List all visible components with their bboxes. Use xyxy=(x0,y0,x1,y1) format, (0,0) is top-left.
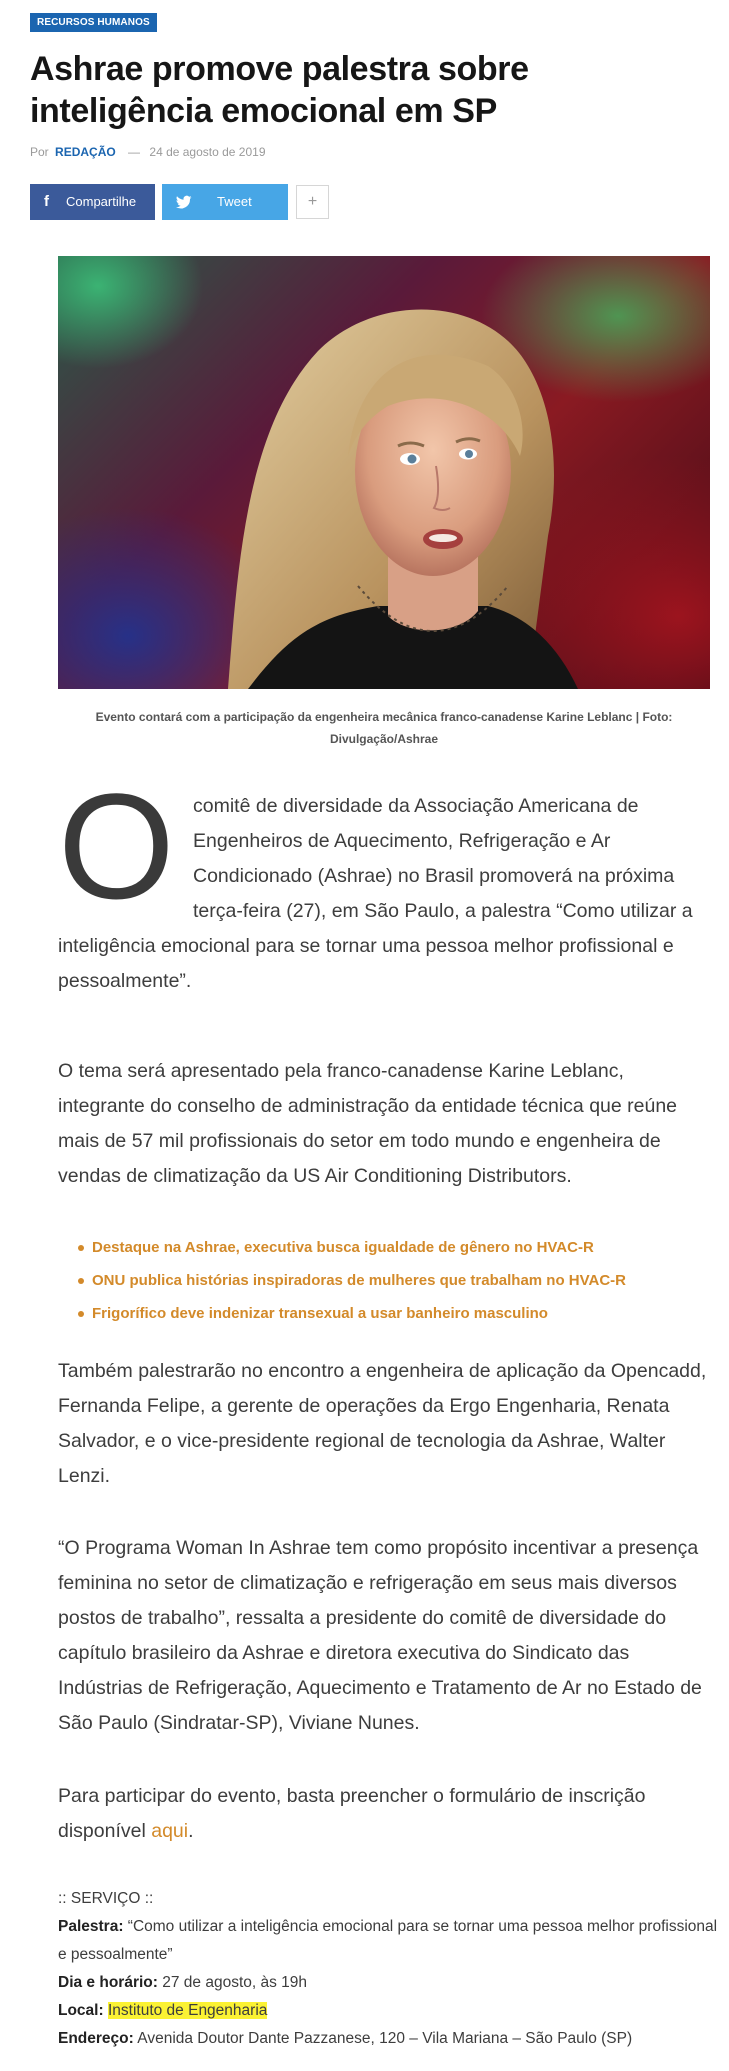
author-link[interactable]: REDAÇÃO xyxy=(55,145,116,159)
paragraph-1-indented xyxy=(193,789,713,929)
image-caption: Evento contará com a participação da engenheira mecânica franco-canadense Karine Leblanc | Foto: Divulgação/Ashrae xyxy=(95,710,673,746)
paragraph-1-line: comitê de diversidade da Associação Americana de xyxy=(193,795,639,817)
dropcap: O xyxy=(58,762,175,930)
service-place xyxy=(58,1997,718,2025)
service-place-value: Instituto de Engenharia xyxy=(107,2002,268,2019)
service-when-key: Dia e horário: xyxy=(58,1974,158,1991)
publish-date: 24 de agosto de 2019 xyxy=(149,145,266,159)
paragraph-5 xyxy=(58,1779,714,1849)
service-talk xyxy=(58,1913,718,1969)
paragraph-4: “O Programa Woman In Ashrae tem como propósito incentivar a presença feminina no setor de climatização e refrigeração em seus mais diversos postos de trabalho”, ressalta a presidente do comitê de diversidade do capítulo brasileiro da Ashrae e diretora executiva do Sindicato das Indústrias de Refrigeração, Aquecimento e Tratamento de Ar no Estado de São Paulo (Sindratar-SP), Viviane Nunes. xyxy=(58,1537,702,1734)
related-articles-list xyxy=(92,1231,626,1330)
related-article-link[interactable]: ONU publica histórias inspiradoras de mulheres que trabalham no HVAC-R xyxy=(92,1264,626,1297)
service-when-value: 27 de agosto, às 19h xyxy=(162,1974,308,1991)
related-article-link[interactable]: Destaque na Ashrae, executiva busca igualdade de gênero no HVAC-R xyxy=(92,1231,626,1264)
paragraph-1-line: terça-feira (27), em São Paulo, a palestra “Como utilizar a xyxy=(193,900,693,922)
paragraph-5-text: Para participar do evento, basta preencher o formulário de inscrição disponível xyxy=(58,1785,646,1842)
more-share-button[interactable]: + xyxy=(296,185,329,219)
facebook-share-button[interactable] xyxy=(30,184,155,220)
service-address-key: Endereço: xyxy=(58,2030,134,2047)
service-header: :: SERVIÇO :: xyxy=(58,1890,154,1907)
paragraph-5-end: . xyxy=(188,1820,194,1842)
facebook-icon: f xyxy=(44,193,49,210)
article-title: Ashrae promove palestra sobre inteligência emocional em SP xyxy=(30,50,529,130)
paragraph-2: O tema será apresentado pela franco-canadense Karine Leblanc, integrante do conselho de administração da entidade técnica que reúne mais de 57 mil profissionais do setor em todo mundo e engenheira de vendas de climatização da US Air Conditioning Distributors. xyxy=(58,1060,678,1187)
paragraph-1-line: Engenheiros de Aquecimento, Refrigeração e Ar xyxy=(193,830,611,852)
article-meta xyxy=(30,145,266,159)
service-address xyxy=(58,2025,718,2053)
twitter-share-label: Tweet xyxy=(217,194,252,209)
service-talk-key: Palestra: xyxy=(58,1918,124,1935)
featured-image xyxy=(58,256,710,689)
service-when xyxy=(58,1969,718,1997)
twitter-share-button[interactable] xyxy=(162,184,288,220)
facebook-share-label: Compartilhe xyxy=(66,194,137,209)
service-address-value: Avenida Doutor Dante Pazzanese, 120 – Vila Mariana – São Paulo (SP) xyxy=(137,2030,633,2047)
registration-link[interactable]: aqui xyxy=(151,1820,189,1842)
meta-by: Por xyxy=(30,145,49,159)
related-article-link[interactable]: Frigorífico deve indenizar transexual a usar banheiro masculino xyxy=(92,1297,626,1330)
twitter-icon xyxy=(176,184,192,234)
meta-separator: — xyxy=(128,145,141,159)
speaker-photo xyxy=(58,256,710,689)
category-badge[interactable]: RECURSOS HUMANOS xyxy=(30,13,157,32)
paragraph-1-line: Condicionado (Ashrae) no Brasil promoverá na próxima xyxy=(193,865,675,887)
service-talk-value: “Como utilizar a inteligência emocional para se tornar uma pessoa melhor profissional e pessoalmente” xyxy=(58,1918,718,1963)
paragraph-1-rest: inteligência emocional para se tornar uma pessoa melhor profissional e pessoalmente”. xyxy=(58,935,674,992)
paragraph-3: Também palestrarão no encontro a engenheira de aplicação da Opencadd, Fernanda Felipe, a gerente de operações da Ergo Engenharia, Renata Salvador, e o vice-presidente regional de tecnologia da Ashrae, Walter Lenzi. xyxy=(58,1360,707,1487)
service-place-key: Local: xyxy=(58,2002,104,2019)
service-box xyxy=(58,1885,718,2053)
